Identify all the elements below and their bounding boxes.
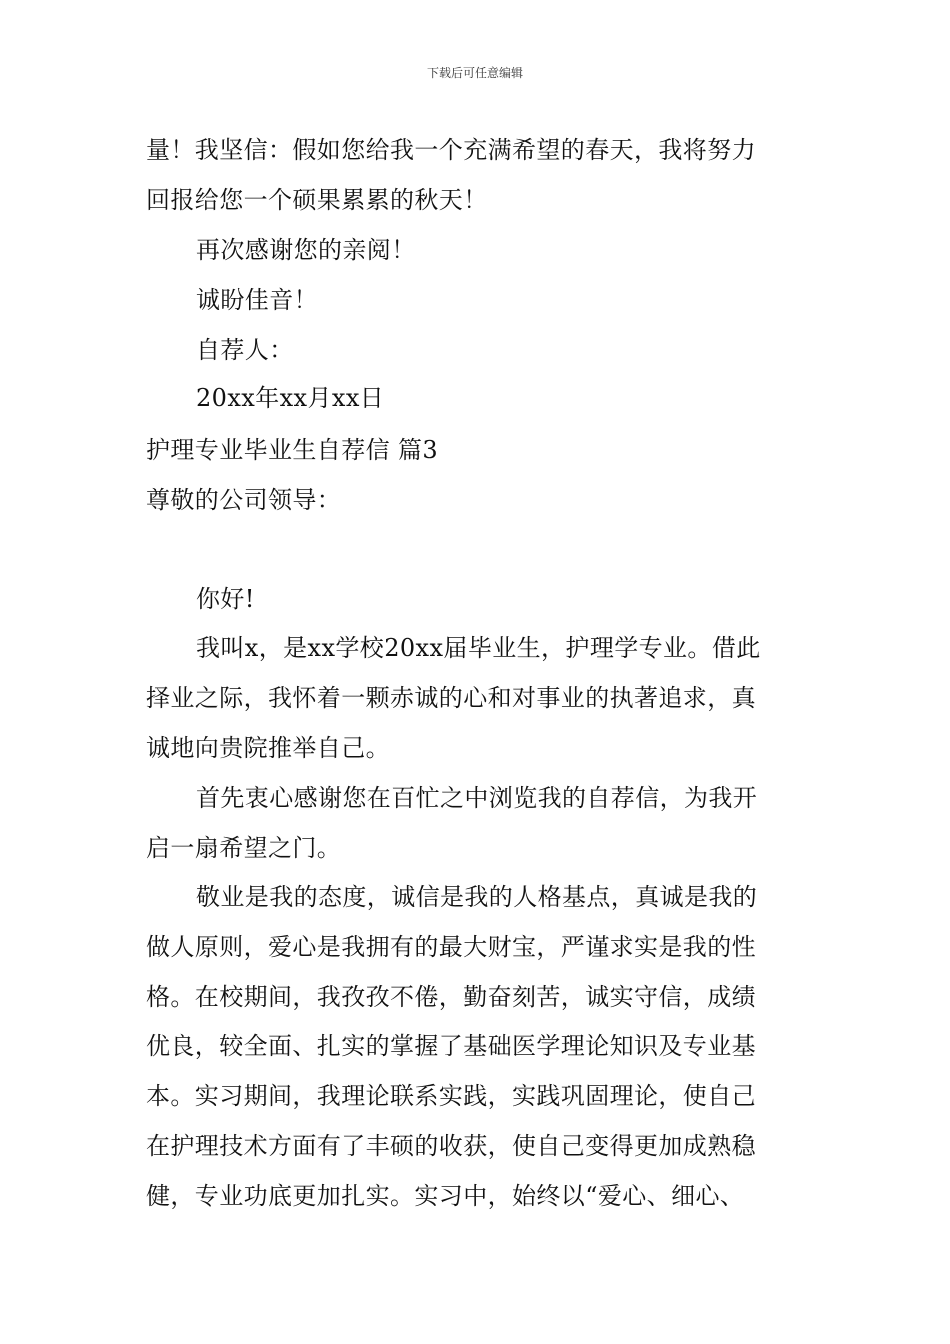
- salutation: 尊敬的公司领导：: [146, 486, 342, 514]
- body-line: 在护理技术方面有了丰硕的收获，使自己变得更加成熟稳: [146, 1132, 756, 1160]
- body-line: 健，专业功底更加扎实。实习中，始终以“爱心、细心、: [146, 1182, 745, 1210]
- body-line: 启一扇希望之门。: [146, 834, 342, 862]
- body-line: 诚地向贵院推举自己。: [146, 734, 390, 762]
- body-line: 回报给您一个硕果累累的秋天！: [146, 186, 488, 214]
- body-line: 我叫x，是xx学校20xx届毕业生，护理学专业。借此: [196, 634, 761, 662]
- closing-line: 诚盼佳音！: [196, 286, 318, 314]
- body-line: 敬业是我的态度，诚信是我的人格基点，真诚是我的: [196, 883, 758, 911]
- body-line: 量！我坚信：假如您给我一个充满希望的春天，我将努力: [146, 136, 756, 164]
- body-line: 择业之际，我怀着一颗赤诚的心和对事业的执著追求，真: [146, 684, 756, 712]
- closing-line: 再次感谢您的亲阅！: [196, 236, 416, 264]
- signature-line: 自荐人：: [196, 336, 294, 364]
- body-line: 格。在校期间，我孜孜不倦，勤奋刻苦，诚实守信，成绩: [146, 983, 756, 1011]
- body-line: 首先衷心感谢您在百忙之中浏览我的自荐信，为我开: [196, 784, 758, 812]
- body-line: 本。实习期间，我理论联系实践，实践巩固理论，使自己: [146, 1082, 756, 1110]
- date-line: 20xx年xx月xx日: [196, 384, 385, 412]
- section-title: 护理专业毕业生自荐信 篇3: [146, 436, 439, 464]
- greeting: 你好!: [196, 585, 255, 613]
- body-line: 做人原则，爱心是我拥有的最大财宝，严谨求实是我的性: [146, 933, 756, 961]
- page-header: 下载后可任意编辑: [426, 66, 523, 80]
- body-line: 优良，较全面、扎实的掌握了基础医学理论知识及专业基: [146, 1032, 756, 1060]
